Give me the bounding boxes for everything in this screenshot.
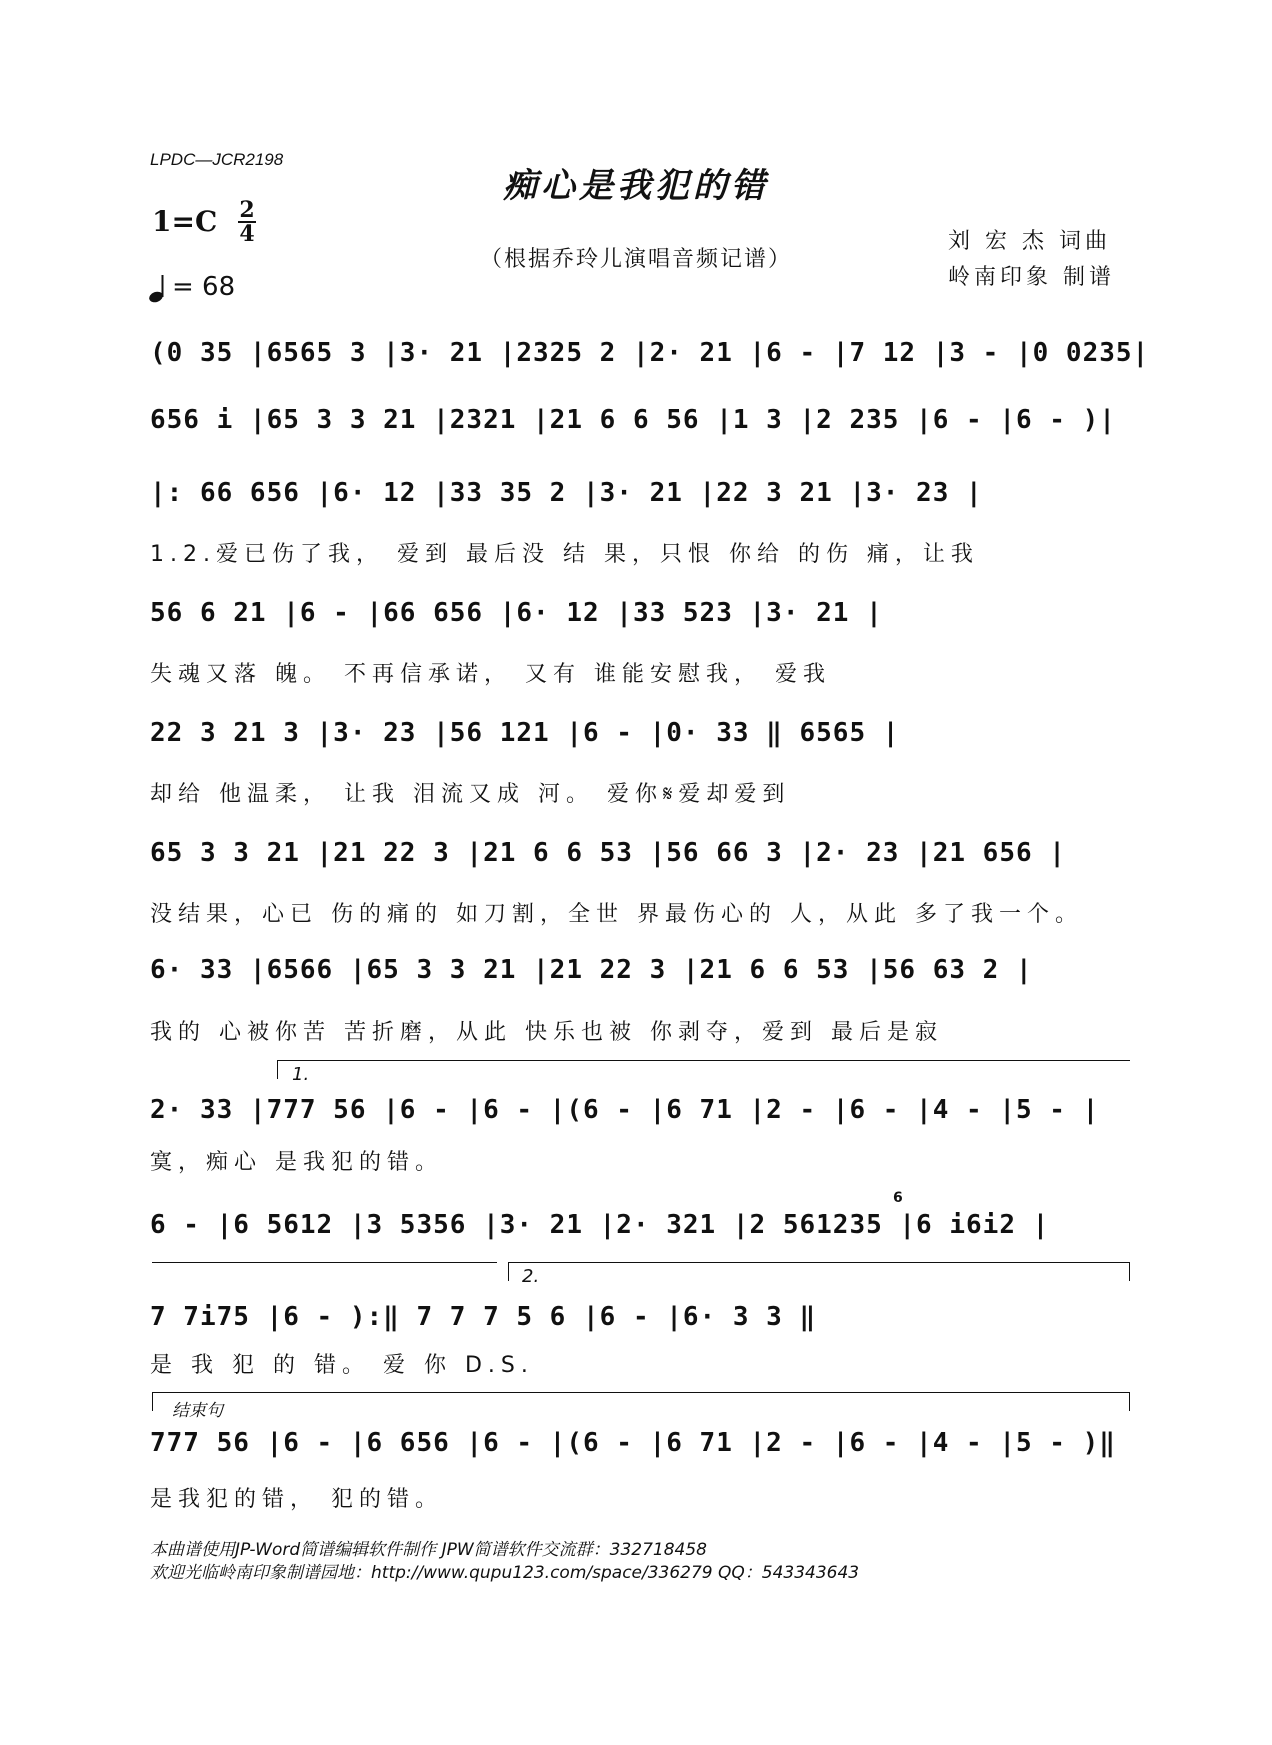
subtitle: （根据乔玲儿演唱音频记谱） [479,247,792,272]
credit-notation: 岭南印象 制谱 [948,265,1115,290]
volta-bracket-second [508,1262,1130,1281]
notation-line: 6· 33 |6566 |65 3 3 21 |21 22 3 |21 6 6 53 |56 63 2 | [150,955,1033,985]
lyric-line-6: 没结果，心已 伤的痛的 如刀割，全世 界最伤心的 人，从此 多了我一个。 [150,902,1083,927]
notation-line: 2· 33 |777 56 |6 - |6 - |(6 - |6 71 |2 - |6 - |4 - |5 - | [150,1095,1100,1125]
tuplet-label: 6 [893,1190,903,1206]
tempo-value: = 68 [172,272,236,302]
lyric-line-8: 寞，痴心 是我犯的错。 [150,1150,443,1175]
footer-software-credit: 本曲谱使用JP-Word简谱编辑软件制作 JPW简谱软件交流群：332718458 [150,1540,707,1560]
notation-system-3 [150,478,1130,518]
notation-system-10 [150,1302,1130,1342]
time-numerator: 2 [239,197,255,223]
volta-label-second: 2. [522,1266,540,1287]
notation-line: 777 56 |6 - |6 656 |6 - |(6 - |6 71 |2 - |6 - |4 - |5 - )‖ [150,1428,1116,1458]
notation-system-6 [150,838,1130,878]
lyric-line-7: 我的 心被你苦 苦折磨，从此 快乐也被 你剥夺，爱到 最后是寂 [150,1020,943,1045]
notation-line: 56 6 21 |6 - |66 656 |6· 12 |33 523 |3· 21 | [150,598,883,628]
lyric-line-5: 却给 他温柔， 让我 泪流又成 河。 爱你𝄋爱却爱到 [150,782,791,807]
notation-system-4 [150,598,1130,638]
score-code: LPDC—JCR2198 [150,150,284,169]
footer-website-credit: 欢迎光临岭南印象制谱园地：http://www.qupu123.com/space/336279 QQ：543343643 [150,1563,860,1583]
time-signature [238,197,256,247]
notation-line: 656 i |65 3 3 21 |2321 |21 6 6 56 |1 3 |2 235 |6 - |6 - )| [150,405,1116,435]
volta-bracket-first-continued [152,1262,497,1281]
time-denominator: 4 [239,221,255,247]
ending-label: 结束句 [172,1401,223,1421]
lyric-line-4: 失魂又落 魄。 不再信承诺， 又有 谁能安慰我， 爱我 [150,662,831,687]
notation-system-11 [150,1428,1130,1468]
notation-line: |: 66 656 |6· 12 |33 35 2 |3· 21 |22 3 21 |3· 23 | [150,478,983,508]
notation-system-1 [150,338,1150,378]
song-title: 痴心是我犯的错 [503,166,769,206]
notation-line: 6 - |6 5612 |3 5356 |3· 21 |2· 321 |2 561235 |6 i6i2 | [150,1210,1050,1240]
notation-line: 65 3 3 21 |21 22 3 |21 6 6 53 |56 66 3 |2· 23 |21 656 | [150,838,1066,868]
volta-bracket-first [277,1060,1130,1079]
notation-system-2 [150,405,1130,445]
notation-line: 22 3 21 3 |3· 23 |56 121 |6 - |0· 33 ‖ 6565 | [150,718,900,748]
notation-line: (0 35 |6565 3 |3· 21 |2325 2 |2· 21 |6 - |7 12 |3 - |0 0235| [150,338,1150,368]
tempo-marking [148,272,235,303]
notation-system-9 [150,1210,1130,1250]
lyric-line-11: 是我犯的错， 犯的错。 [150,1487,443,1512]
notation-line: 7 7i75 |6 - ):‖ 7 7 7 5 6 |6 - |6· 3 3 ‖ [150,1302,817,1332]
quarter-note-icon [148,273,172,303]
key-signature: 1=C [152,205,218,238]
notation-system-8 [150,1095,1130,1135]
notation-system-7 [150,955,1130,995]
notation-system-5 [150,718,1130,758]
lyric-line-10: 是 我 犯 的 错。 爱 你 D.S. [150,1353,534,1378]
credit-lyrics-music: 刘 宏 杰 词曲 [948,229,1111,254]
ending-bracket [152,1392,1130,1411]
volta-label-first: 1. [292,1064,310,1085]
lyric-line-3: 1.2.爱已伤了我， 爱到 最后没 结 果，只恨 你给 的伤 痛，让我 [150,542,979,567]
